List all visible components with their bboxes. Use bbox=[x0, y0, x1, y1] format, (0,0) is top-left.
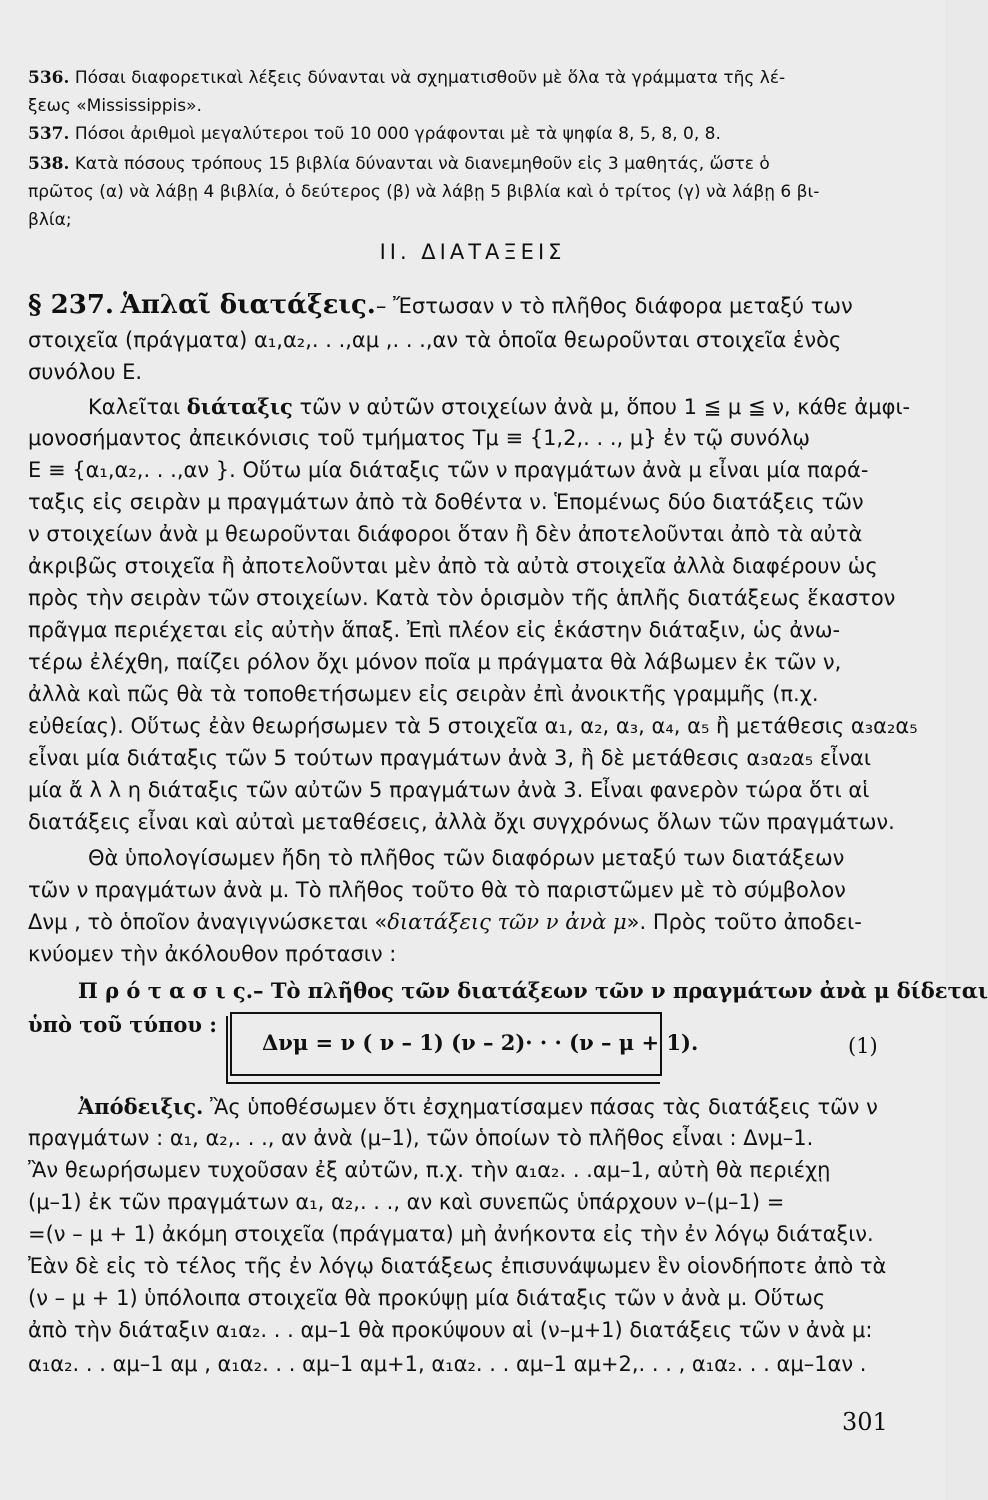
text-line: μονοσήμαντος ἀπεικόνισις τοῦ τμήματος Tμ ≡ {1,2,. . ., μ} ἐν τῷ συνόλῳ bbox=[28, 426, 810, 450]
definition-term: διάταξις bbox=[186, 394, 293, 419]
text-line: ἀλλὰ καὶ πῶς θὰ τὰ τοποθετήσωμεν εἰς σειρὰν ἐπὶ ἀνοικτῆς γραμμῆς (π.χ. bbox=[28, 682, 819, 706]
definition-first-line bbox=[88, 394, 911, 419]
text-line: ν στοιχείων ἀνὰ μ θεωροῦνται διάφοροι ὅταν ἢ δὲν ἀποτελοῦνται ἀπὸ τὰ αὐτὰ bbox=[28, 522, 863, 546]
proof-first-line bbox=[78, 1094, 896, 1119]
problem-number: 538. bbox=[28, 154, 70, 174]
problem-536-line-2 bbox=[28, 96, 896, 116]
text-line: (ν – μ + 1) ὑπόλοιπα στοιχεῖα θὰ προκύψῃ μία διάταξις τῶν ν ἀνὰ μ. Οὕτως bbox=[28, 1286, 826, 1310]
problem-538-line-3 bbox=[28, 210, 896, 230]
section-number: § 237. bbox=[28, 290, 114, 320]
text-line: πραγμάτων : α₁, α₂,. . ., αν ἀνὰ (μ–1), τῶν ὁποίων τὸ πλῆθος εἶναι : Δνμ–1. bbox=[28, 1126, 814, 1150]
problem-text: Πόσοι ἀριθμοὶ μεγαλύτεροι τοῦ 10 000 γράφονται μὲ τὰ ψηφία 8, 5, 8, 0, 8. bbox=[74, 124, 721, 144]
text-line: μία ἄ λ λ η διάταξις τῶν αὐτῶν 5 πραγμάτων ἀνὰ 3. Εἶναι φανερὸν τώρα ὅτι αἱ bbox=[28, 778, 870, 802]
proof-label: Ἀπόδειξις. bbox=[78, 1094, 204, 1119]
problem-text: Κατὰ πόσους τρόπους 15 βιβλία δύνανται νὰ διανεμηθοῦν εἰς 3 μαθητάς, ὥστε ὁ bbox=[74, 154, 770, 174]
page-number: 301 bbox=[842, 1408, 888, 1436]
proposition-label: Π ρ ό τ α σ ι ς. bbox=[78, 978, 254, 1003]
text-line: (μ–1) ἐκ τῶν πραγμάτων α₁, α₂,. . ., αν καὶ συνεπῶς ὑπάρχουν ν–(μ–1) = bbox=[28, 1190, 785, 1214]
section-heading: II. ΔΙΑΤΑΞΕΙΣ bbox=[379, 240, 566, 264]
problem-537 bbox=[28, 124, 896, 144]
problem-number: 536. bbox=[28, 68, 70, 88]
proposition-line-1 bbox=[78, 978, 988, 1003]
text-line: στοιχεῖα (πράγματα) α₁,α₂,. . .,αμ ,. . .,αν τὰ ὁποῖα θεωροῦνται στοιχεῖα ἑνὸς bbox=[28, 328, 842, 352]
definition-lead: Καλεῖται bbox=[88, 395, 181, 419]
proposition-line-2: ὑπὸ τοῦ τύπου : bbox=[28, 1012, 217, 1037]
formula: Δνμ = ν ( ν – 1) (ν – 2)· · · (ν – μ + 1). bbox=[262, 1030, 699, 1055]
section-title-line bbox=[28, 290, 896, 320]
text-segment: ». Πρὸς τοῦτο ἀποδει- bbox=[626, 910, 862, 934]
text-line: Θὰ ὑπολογίσωμεν ἤδη τὸ πλῆθος τῶν διαφόρων μεταξύ των διατάξεων bbox=[88, 846, 845, 870]
symbol-line bbox=[28, 910, 896, 934]
text-line: συνόλου Ε. bbox=[28, 360, 143, 384]
text-line: ἀπὸ τὴν διάταξιν α₁α₂. . . αμ–1 θὰ προκύψουν αἱ (ν–μ+1) διατάξεις τῶν ν ἀνὰ μ: bbox=[28, 1318, 873, 1342]
definition-text: τῶν ν αὐτῶν στοιχείων ἀνὰ μ, ὅπου 1 ≦ μ ≦ ν, κάθε ἀμφι- bbox=[299, 395, 911, 419]
section-title: Ἁπλαῖ διατάξεις. bbox=[120, 290, 376, 320]
problem-number: 537. bbox=[28, 124, 70, 144]
text-line: εἶναι μία διάταξις τῶν 5 τούτων πραγμάτων ἀνὰ 3, ἢ δὲ μετάθεσις α₃α₂α₅ εἶναι bbox=[28, 746, 871, 770]
problem-538-line-2 bbox=[28, 182, 896, 202]
text-line: ἀκριβῶς στοιχεῖα ἢ ἀποτελοῦνται μὲν ἀπὸ τὰ αὐτὰ στοιχεῖα ἀλλὰ διαφέρουν ὡς bbox=[28, 554, 878, 578]
problem-536-line-1 bbox=[28, 68, 896, 88]
text-line: πρᾶγμα περιέχεται εἰς αὐτὴν ἅπαξ. Ἐπὶ πλέον εἰς ἑκάστην διάταξιν, ὡς ἀνω- bbox=[28, 618, 841, 642]
proof-text: Ἂς ὑποθέσωμεν ὅτι ἐσχηματίσαμεν πάσας τὰς διατάξεις τῶν ν bbox=[210, 1095, 878, 1119]
text-line: Ἐὰν δὲ εἰς τὸ τέλος τῆς ἐν λόγῳ διατάξεως ἐπισυνάψωμεν ἓν οἱονδήποτε ἀπὸ τὰ bbox=[28, 1254, 887, 1278]
equation-number: (1) bbox=[848, 1034, 878, 1058]
problem-text: Πόσαι διαφορετικαὶ λέξεις δύνανται νὰ σχηματισθοῦν μὲ ὅλα τὰ γράμματα τῆς λέ- bbox=[74, 68, 786, 88]
text-line: α₁α₂. . . αμ–1 αμ , α₁α₂. . . αμ–1 αμ+1, α₁α₂. . . αμ–1 αμ+2,. . . , α₁α₂. . . αμ–1αν . bbox=[28, 1352, 867, 1376]
problem-text: βλία; bbox=[28, 210, 72, 230]
problem-538-line-1 bbox=[28, 154, 896, 174]
problem-text: πρῶτος (α) νὰ λάβῃ 4 βιβλία, ὁ δεύτερος (β) νὰ λάβῃ 5 βιβλία καὶ ὁ τρίτος (γ) νὰ λάβῃ 6 βι- bbox=[28, 182, 820, 202]
text-line: Ἂν θεωρήσωμεν τυχοῦσαν ἐξ αὐτῶν, π.χ. τὴν α₁α₂. . .αμ–1, αὐτὴ θὰ περιέχῃ bbox=[28, 1158, 831, 1182]
text-line: =(ν – μ + 1) ἀκόμη στοιχεῖα (πράγματα) μὴ ἀνήκοντα εἰς τὴν ἐν λόγῳ διάταξιν. bbox=[28, 1222, 874, 1246]
section-intro: – Ἔστωσαν ν τὸ πλῆθος διάφορα μεταξύ των bbox=[375, 294, 853, 318]
text-line: τῶν ν πραγμάτων ἀνὰ μ. Τὸ πλῆθος τοῦτο θὰ τὸ παριστῶμεν μὲ τὸ σύμβολον bbox=[28, 878, 846, 902]
proposition-text: – Τὸ πλῆθος τῶν διατάξεων τῶν ν πραγμάτων ἀνὰ μ δίδεται bbox=[253, 978, 988, 1003]
text-line: Ε ≡ {α₁,α₂,. . .,αν }. Οὕτω μία διάταξις τῶν ν πραγμάτων ἀνὰ μ εἶναι μία παρά- bbox=[28, 458, 869, 482]
italic-phrase: διατάξεις τῶν ν ἀνὰ μ bbox=[387, 910, 627, 934]
problem-text: ξεως «Mississippis». bbox=[28, 96, 202, 116]
text-line: κνύομεν τὴν ἀκόλουθον πρότασιν : bbox=[28, 942, 397, 966]
text-line: τέρω ἐλέχθη, παίζει ρόλον ὄχι μόνον ποῖα μ πράγματα θὰ λάβωμεν ἐκ τῶν ν, bbox=[28, 650, 842, 674]
text-line: διατάξεις εἶναι καὶ αὐταὶ μεταθέσεις, ἀλλὰ ὄχι συγχρόνως ὅλων τῶν πραγμάτων. bbox=[28, 810, 895, 834]
text-segment: Δνμ , τὸ ὁποῖον ἀναγιγνώσκεται « bbox=[28, 910, 388, 934]
text-line: πρὸς τὴν σειρὰν τῶν στοιχείων. Κατὰ τὸν ὁρισμὸν τῆς ἁπλῆς διατάξεως ἕκαστον bbox=[28, 586, 896, 610]
text-line: εὐθείας). Οὕτως ἐὰν θεωρήσωμεν τὰ 5 στοιχεῖα α₁, α₂, α₃, α₄, α₅ ἢ μετάθεσις α₃α₂α₅ bbox=[28, 714, 918, 738]
text-line: ταξις εἰς σειρὰν μ πραγμάτων ἀπὸ τὰ δοθέντα ν. Ἑπομένως δύο διατάξεις τῶν bbox=[28, 490, 864, 514]
